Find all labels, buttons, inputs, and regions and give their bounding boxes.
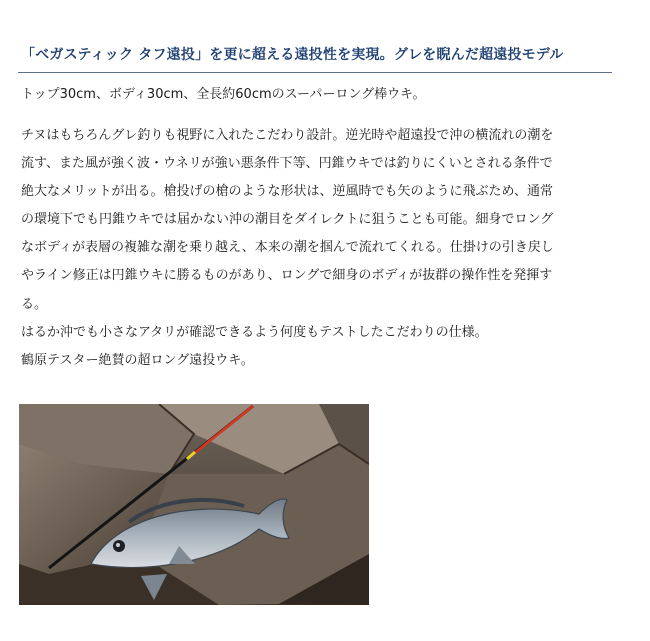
fish-and-float-image — [19, 404, 369, 605]
description-line: 鶴原テスター絶賛の超ロング遠投ウキ。 — [21, 352, 254, 368]
description-line: 流す、また風が強く波・ウネリが強い悪条件下等、円錐ウキでは釣りにくいとされる条件で — [21, 156, 553, 172]
section-heading: 「ベガスティック タフ遠投」を更に超える遠投性を実現。グレを睨んだ超遠投モデル — [21, 47, 564, 63]
description-line: チヌはもちろんグレ釣りも視野に入れたこだわり設計。逆光時や超遠投で沖の横流れの潮を — [21, 128, 554, 143]
description-line: なボディが表層の複雑な潮を乗り越え、本来の潮を掴んで流れてくれる。仕掛けの引き戻し — [21, 240, 554, 256]
description-line: の環境下でも円錐ウキでは届かない沖の潮目をダイレクトに狙うことも可能。細身でロング — [21, 212, 554, 228]
description-line: はるか沖でも小さなアタリが確認できるよう何度もテストしたこだわりの仕様。 — [21, 324, 488, 340]
heading-divider — [18, 72, 612, 73]
description — [21, 122, 601, 375]
description-line: やライン修正は円錐ウキに勝るものがあり、ロングで細身のボディが抜群の操作性を発揮す — [21, 268, 553, 284]
product-photo — [19, 404, 369, 605]
description-line: る。 — [21, 296, 48, 312]
spec-text: トップ30cm、ボディ30cm、全長約60cmのスーパーロング棒ウキ。 — [21, 87, 426, 102]
description-line: 絶大なメリットが出る。槍投げの槍のような形状は、逆風時でも矢のように飛ぶため、通常 — [21, 184, 553, 200]
